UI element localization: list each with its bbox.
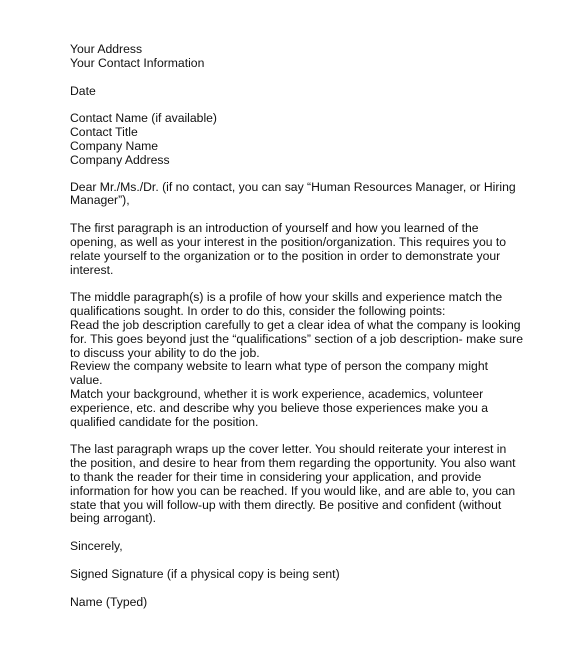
closing: Sincerely, [70, 539, 123, 554]
paragraph-line: The last paragraph wraps up the cover letter. You should reiterate your interest in [70, 442, 507, 457]
typed-name-block [70, 596, 525, 610]
date-block [70, 85, 525, 99]
paragraph-middle [70, 291, 525, 429]
paragraph-line: value. [70, 373, 103, 388]
paragraph-last [70, 443, 525, 526]
paragraph-line: relate yourself to the organization or to the position in order to demonstrate your [70, 248, 501, 263]
signature-block [70, 568, 525, 582]
paragraph-line: The first paragraph is an introduction of yourself and how you learned of the [70, 221, 479, 236]
signature-line: Signed Signature (if a physical copy is being sent) [70, 566, 340, 581]
salutation-line: Manager”), [70, 193, 130, 208]
paragraph-line: Read the job description carefully to get a clear idea of what the company is looking [70, 317, 521, 332]
paragraph-line: qualified candidate for the position. [70, 414, 259, 429]
recipient-block [70, 112, 525, 167]
paragraph-line: experience, etc. and describe why you believe those experiences make you a [70, 400, 489, 415]
paragraph-line: opening, as well as your interest in the position/organization. This requires you to [70, 234, 507, 249]
letter-body [70, 43, 525, 610]
sender-contact-info: Your Contact Information [70, 55, 205, 70]
paragraph-line: the position, and desire to hear from them regarding the opportunity. You also want [70, 456, 516, 471]
recipient-company-address: Company Address [70, 152, 170, 167]
sender-block [70, 43, 525, 71]
recipient-company-name: Company Name [70, 138, 159, 153]
paragraph-line: to thank the reader for their time in considering your application, and provide [70, 469, 482, 484]
typed-name: Name (Typed) [70, 594, 148, 609]
salutation [70, 181, 525, 209]
paragraph-line: information for how you can be reached. If you would like, and are able to, you can [70, 483, 516, 498]
salutation-line: Dear Mr./Ms./Dr. (if no contact, you can say “Human Resources Manager, or Hiring [70, 179, 516, 194]
paragraph-line: for. This goes beyond just the “qualifications” section of a job description- make sure [70, 331, 523, 346]
recipient-contact-name: Contact Name (if available) [70, 111, 217, 126]
paragraph-first [70, 222, 525, 277]
paragraph-line: to discuss your ability to do the job. [70, 345, 260, 360]
sender-address: Your Address [70, 42, 143, 56]
paragraph-line: state that you will follow-up with them directly. Be positive and confident (without [70, 497, 502, 512]
paragraph-line: being arrogant). [70, 511, 157, 526]
paragraph-line: Review the company website to learn what type of person the company might [70, 359, 488, 374]
paragraph-line: The middle paragraph(s) is a profile of how your skills and experience match the [70, 290, 503, 305]
recipient-contact-title: Contact Title [70, 125, 138, 140]
closing-block [70, 540, 525, 554]
letter-date: Date [70, 83, 96, 98]
paragraph-line: qualifications sought. In order to do this, consider the following points: [70, 304, 446, 319]
paragraph-line: interest. [70, 262, 114, 277]
paragraph-line: Match your background, whether it is work experience, academics, volunteer [70, 386, 484, 401]
